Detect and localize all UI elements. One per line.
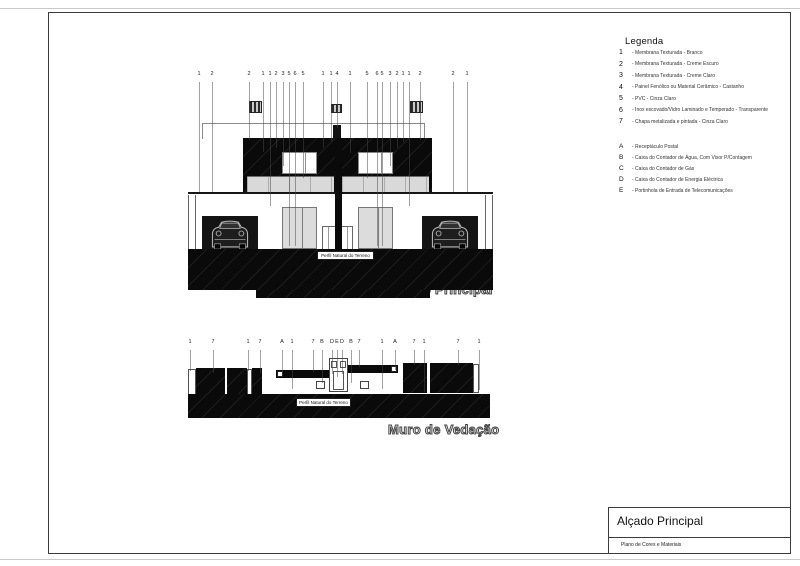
roof-parapet [202, 123, 425, 139]
legend-annotation-item [619, 187, 752, 194]
wall-panel [430, 363, 473, 393]
callout-label: 5 [380, 71, 384, 77]
door-mullion [378, 208, 379, 248]
callout-leader-line [331, 82, 332, 142]
callout-leader-line [332, 350, 333, 374]
callout-label: 1 [321, 71, 325, 77]
wall-caption: Muro de Vedação [388, 422, 500, 437]
callout-label: E [335, 339, 339, 345]
car-icon [429, 218, 471, 249]
legend-material-label: - Painel Fenólico ou Material Cerâmico - Castanho [632, 84, 744, 90]
callout-label: 2 [247, 71, 251, 77]
legend-material-item [619, 61, 768, 68]
callout-leader-line [292, 350, 293, 389]
callout-leader-line [367, 82, 368, 178]
callout-label: 1 [290, 339, 294, 345]
callout-leader-line [382, 82, 383, 246]
legend-material-item [619, 118, 768, 125]
callout-label: 1 [348, 71, 352, 77]
door-mullion [302, 208, 303, 248]
legend-material-key: 1 [619, 49, 623, 56]
legend-material-key: 6 [619, 106, 623, 114]
callout-leader-line [282, 350, 283, 375]
upper-window-right [358, 152, 393, 174]
callout-label: 2 [451, 71, 455, 77]
callout-label: 2 [210, 71, 214, 77]
glass-door-left [282, 207, 317, 249]
legend-materials [619, 49, 768, 130]
legend-material-key: 7 [619, 118, 623, 125]
callout-label: 7 [357, 339, 361, 345]
glass-door-right [358, 207, 393, 249]
callout-label: 1 [197, 71, 201, 77]
callout-label: 7 [412, 339, 416, 345]
legend-material-item [619, 95, 768, 102]
wing-post-right [485, 195, 493, 250]
callout-leader-line [342, 350, 343, 374]
water-meter-box-left [316, 381, 325, 389]
callout-label: 1 [380, 339, 384, 345]
legend-annotation-label: - Receptáculo Postal [632, 143, 679, 150]
title-block-divider [608, 537, 790, 538]
terrain-label: Perfil Natural do Terreno [296, 398, 351, 407]
car-icon [209, 218, 251, 249]
title-block-border-top [608, 507, 790, 508]
water-meter-box-right [360, 381, 369, 389]
legend-annotation-label: - Caixa do Contador de Gás [632, 165, 695, 172]
ground-mass-deep [256, 290, 430, 298]
garage-opening-right [422, 216, 478, 249]
callout-label: 7 [311, 339, 315, 345]
callout-leader-line [313, 350, 314, 372]
callout-label: 6 [293, 71, 297, 77]
page-edge-bottom [0, 559, 800, 560]
callout-leader-line [420, 82, 421, 140]
legend-annotations [619, 143, 752, 198]
callout-label: A [393, 339, 397, 345]
callout-leader-line [424, 350, 425, 392]
legend-material-label: - Inox escovado/Vidro Laminado e Temperado - Transparente [632, 107, 769, 113]
gate-post [347, 227, 348, 250]
callout-leader-line [213, 350, 214, 373]
callout-leader-line [458, 350, 459, 365]
callout-leader-line [249, 82, 250, 140]
callout-leader-line [377, 82, 378, 246]
callout-leader-line [453, 82, 454, 192]
legend-material-label: - Membrana Texturada - Creme Escuro [632, 61, 719, 67]
legend-annotation-label: - Caixa do Contador de Energia Eléctrica [632, 176, 723, 183]
legend-material-label: - Chapa metalizada e pintada - Cinza Claro [632, 118, 728, 125]
callout-leader-line [382, 350, 383, 389]
callout-leader-line [397, 82, 398, 148]
callout-label: 1 [261, 71, 265, 77]
callout-leader-line [390, 82, 391, 166]
callout-label: 7 [211, 339, 215, 345]
callout-leader-line [414, 350, 415, 365]
wing-post-left [188, 195, 196, 250]
title-block-border-left [608, 507, 609, 553]
callout-label: 1 [268, 71, 272, 77]
callout-leader-line [263, 82, 264, 152]
callout-leader-line [322, 350, 323, 383]
chimney-right [410, 101, 423, 113]
party-wall-divider [335, 138, 342, 251]
callout-label: 2 [274, 71, 278, 77]
callout-label: 1 [188, 339, 192, 345]
callout-leader-line [479, 350, 480, 390]
callout-label: 4 [335, 71, 339, 77]
callout-leader-line [350, 82, 351, 153]
legend-annotation-item [619, 143, 752, 150]
callout-label: 2 [395, 71, 399, 77]
glass-balustrade-left [247, 176, 334, 193]
legend-annotation-key: C [619, 165, 624, 172]
legend-material-key: 2 [619, 60, 623, 68]
legend-material-key: 4 [619, 83, 623, 91]
window-mullion [305, 153, 306, 173]
callout-leader-line [409, 82, 410, 206]
callout-label: 5 [287, 71, 291, 77]
callout-leader-line [467, 82, 468, 192]
callout-label: 1 [477, 339, 481, 345]
callout-label: 7 [456, 339, 460, 345]
callout-leader-line [337, 350, 338, 377]
callout-leader-line [276, 82, 277, 148]
callout-label: 1 [329, 71, 333, 77]
legend-material-key: 3 [619, 72, 623, 79]
callout-leader-line [337, 82, 338, 128]
garage-opening-left [202, 216, 258, 249]
chimney-left [249, 101, 262, 113]
callout-label: 1 [246, 339, 250, 345]
callout-label: A [280, 339, 284, 345]
legend-annotation-label: - Portinhola de Entrada de Telecomunicações [632, 187, 733, 194]
sheet-subtitle: Plano de Cores e Materiais [621, 542, 682, 548]
callout-leader-line [403, 82, 404, 142]
legend-annotation-key: B [619, 154, 624, 161]
upper-window-left [282, 152, 317, 174]
callout-label: D [340, 339, 344, 345]
legend-annotation-key: A [619, 143, 624, 150]
callout-leader-line [289, 82, 290, 246]
callout-leader-line [212, 82, 213, 192]
callout-leader-line [351, 350, 352, 383]
legend-material-label: - Membrana Texturada - Branco [632, 49, 703, 56]
legend-material-label: - PVC - Cinza Claro [632, 95, 676, 102]
callout-leader-line [295, 82, 296, 246]
legend-title: Legenda [625, 36, 664, 47]
callout-leader-line [190, 350, 191, 371]
legend-annotation-label: - Caixa do Contador de Água, Com Visor P/Contagem [632, 154, 752, 161]
callout-label: 1 [422, 339, 426, 345]
callout-label: 5 [301, 71, 305, 77]
callout-label: B [349, 339, 353, 345]
callout-label: 7 [258, 339, 262, 345]
legend-material-item [619, 72, 768, 79]
legend-material-item [619, 107, 768, 114]
callout-leader-line [199, 82, 200, 192]
legend-annotation-key: E [619, 187, 624, 194]
callout-leader-line [303, 82, 304, 178]
callout-label: 6 [375, 71, 379, 77]
legend-annotation-item [619, 154, 752, 161]
callout-label: 3 [388, 71, 392, 77]
callout-leader-line [248, 350, 249, 371]
callout-label: 1 [407, 71, 411, 77]
callout-leader-line [323, 82, 324, 148]
callout-label: 1 [401, 71, 405, 77]
callout-label: 5 [365, 71, 369, 77]
callout-label: D [330, 339, 334, 345]
legend-material-item [619, 49, 768, 56]
legend-material-label: - Membrana Texturada - Creme Claro [632, 72, 715, 79]
glass-balustrade-right [342, 176, 429, 193]
terrain-label: Perfil Natural do Terreno [317, 251, 374, 260]
legend-material-item [619, 84, 768, 91]
callout-leader-line [260, 350, 261, 373]
callout-label: 3 [281, 71, 285, 77]
callout-label: 2 [418, 71, 422, 77]
callout-label: B [320, 339, 324, 345]
gate-post [328, 227, 329, 250]
legend-annotation-item [619, 176, 752, 183]
callout-leader-line [395, 350, 396, 370]
legend-annotation-key: D [619, 176, 624, 183]
legend-material-key: 5 [619, 95, 623, 102]
callout-leader-line [359, 350, 360, 367]
sheet-title: Alçado Principal [617, 514, 704, 528]
callout-leader-line [283, 82, 284, 166]
page-edge-top [0, 8, 800, 9]
callout-leader-line [270, 82, 271, 206]
legend-annotation-item [619, 165, 752, 172]
callout-label: 1 [465, 71, 469, 77]
